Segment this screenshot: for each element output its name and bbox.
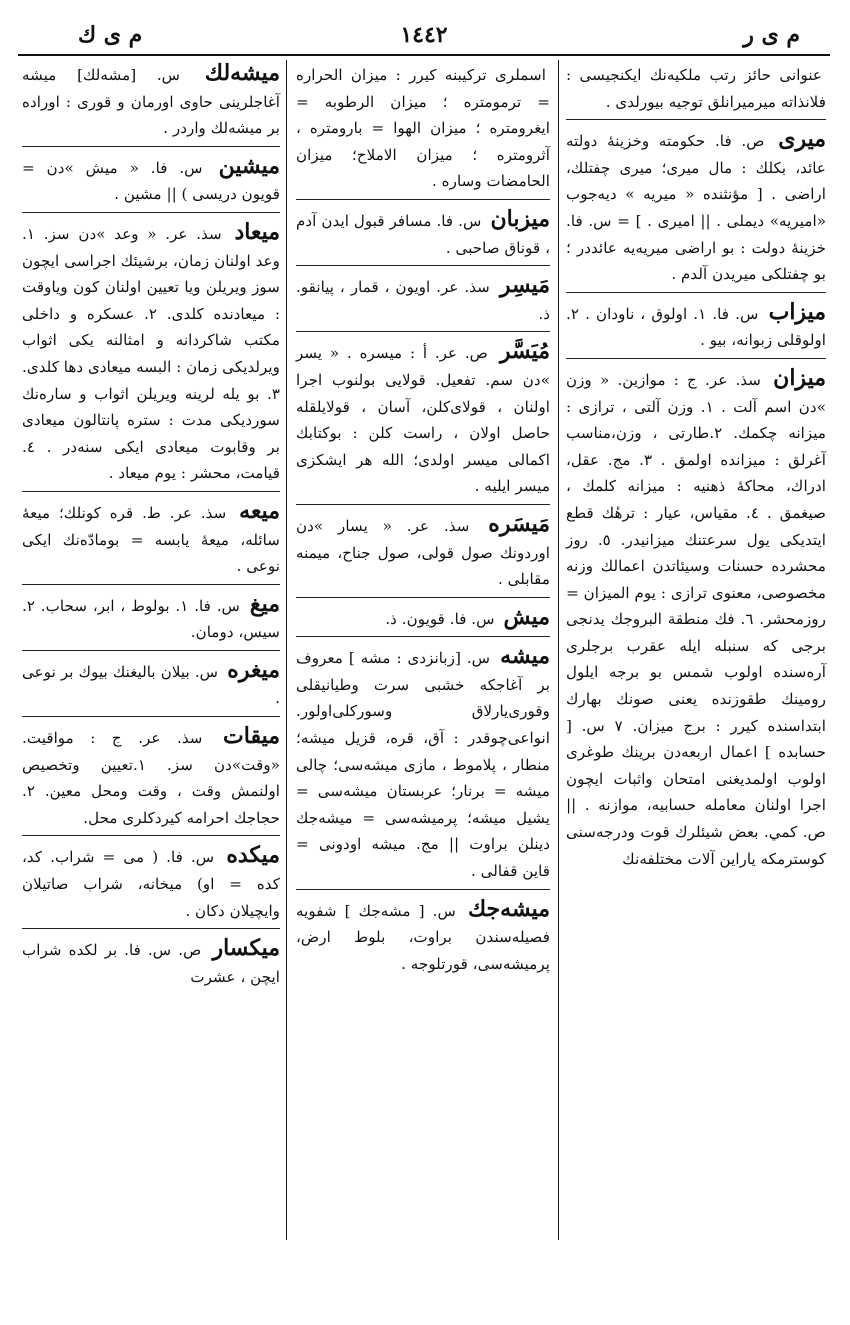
definition: سذ. عر. « يسار »دن اوردونك صول قولى، صول جناح، ميمنه مقابلى . xyxy=(296,516,550,589)
definition: ص. س. فا. بر لكده شراب ايچن ، عشرت xyxy=(22,941,280,986)
dictionary-entry xyxy=(22,935,280,990)
dictionary-entry xyxy=(296,511,550,598)
dictionary-entry xyxy=(296,206,550,266)
header-rule xyxy=(18,54,830,56)
headword: ميغره xyxy=(227,656,280,683)
headword: ميرى xyxy=(778,126,827,153)
headword: ميكده xyxy=(226,842,280,869)
headword: ميعه xyxy=(239,497,280,524)
dictionary-entry xyxy=(566,60,826,120)
definition: س. [زبانزدى : مشه ] معروف بر آغاجكه خشبى سرت وطيانيقلى وقورى‌يارلاق وسوركلى‌اولور. انواعى‌چوقدر : آق، قره، قزيل ميشه؛ منطار ، پلاموط ، مازى ميشه‌سى؛ چالى ميشه = برنار؛ عربستان ميشه‌سى = يشيل ميشه؛ پرميشه‌سى = ميشه‌جك دينلن براوت || مج. ميشه اودونى = قاين قفالى . xyxy=(296,649,550,881)
headword: ميشه‌لك xyxy=(204,60,280,86)
headword: ميشه‌جك xyxy=(468,895,550,922)
definition: س. بيلان باليغنك بيوك بر نوعى . xyxy=(22,662,280,708)
definition: اسملرى تركيبنه كيرر : ميزان الحراره = ترمومتره ؛ ميزان الرطوبه = ايغرومتره ؛ ميزان الهوا = بارومتره ، آثرومتره ؛ ميزان الاملاح؛ ميزان الحامضات وساره . xyxy=(296,66,550,191)
definition: س. [ مشه‌جك ] شفويه فصيله‌سندن براوت، بلوط ارض، پرميشه‌سى، قورتلوجه . xyxy=(296,901,550,973)
header-left-letters: م ی ك xyxy=(78,22,143,48)
dictionary-entry xyxy=(22,723,280,836)
dictionary-entry xyxy=(296,272,550,332)
headword: مَيسَره xyxy=(488,510,551,537)
definition: س. فا. ١. اولوق ، ناودان . ٢. اولوقلى زبوانه، بيو . xyxy=(566,304,826,350)
definition: عنوانى حائز رتب ملكيه‌نك ايكنجيسى : فلانذاته ميرميرانلق توجيه بيورلدى . xyxy=(566,66,826,111)
headword: ميشه xyxy=(500,643,550,670)
dictionary-entry xyxy=(296,604,550,638)
headword: ميكسار xyxy=(212,935,281,962)
dictionary-entry xyxy=(296,60,550,200)
headword: ميعاد xyxy=(234,218,281,245)
dictionary-entry xyxy=(22,219,280,492)
headword: مَيسِر xyxy=(499,272,550,299)
definition: سذ. عر. ط. قره كونلك؛ ميعهٔ سائله، ميعهٔ يابسه = بومادّه‌نك ايكى نوعى . xyxy=(22,503,280,576)
definition: سذ. عر. ج : موازين. « وزن »دن اسم آلت . ١. وزن آلتى ، ترازى : ميزانه چكمك. ٢.طارتى ، وزن،مناسب آغرلق : ميزانده اولمق . ٣. مج. عقل، ادراك، محاكهٔ ذهنيه : ميزانه كلمك ، صيغمق . ٤. مقياس، عيار : ترهٔك قطع ايتديكى يول سرعتنك ميزانيدر. ٥. روز محشرده حسنات وسيئاتدن اعمالك وزنه مخصوصى، معنوى ترازى : يوم الميزان = روزمحشر. ٦. فك منطقة البروجك يدنجى برجى كه سنبله ايله عقرب برجلرى آره‌سنده اولوب شمس بو برجه ايلول رومينك طقوزنده يعنى صونك بهارك ابتداسنده كيرر : برج ميزان. ٧ س. [ حسابده ] اعمال اربعه‌دن برينك طوغرى اولوب اولمديغنى امتحان واثبات ايچون اجرا اولنان معامله حسابيه، موازنه . || ص. كمي. بعض شيئلرك قوت ودرجه‌سنى كوسترمكه ياراين آلات مختلفه‌نك xyxy=(566,370,827,868)
columns xyxy=(18,60,830,1240)
headword: ميزبان xyxy=(490,205,551,232)
definition: سذ. عر. اويون ، قمار ، پيانقو. ذ. xyxy=(296,278,550,323)
headword: ميش xyxy=(503,603,550,630)
dictionary-entry xyxy=(296,896,550,978)
page-number: ١٤٤٢ xyxy=(400,22,448,48)
dictionary-entry xyxy=(566,365,826,872)
definition: س. فا. مسافر قبول ايدن آدم ، قوناق صاحبى . xyxy=(296,211,550,257)
dictionary-entry xyxy=(22,842,280,929)
column-middle xyxy=(292,60,554,1240)
dictionary-entry xyxy=(22,60,280,147)
dictionary-entry xyxy=(296,643,550,889)
definition: س. فا. « ميش »دن = قويون دريسى ) || مشين . xyxy=(22,158,280,204)
headword: ميزاب xyxy=(768,298,826,325)
dictionary-entry xyxy=(22,498,280,585)
definition: ص. فا. حكومته وخزينهٔ دولته عائد، بكلك : مال ميرى؛ ميرى چفتلك، اراضى . [ مؤنثنده « ميريه » ديه‌‌جوب «اميريه» ديملى . || اميرى . ] = س. فا. خزينهٔ دولت : بو اراضى ميريه‌يه عائددر ؛ بو چفتلكى ميريدن آلدم . xyxy=(566,132,826,284)
dictionary-entry xyxy=(22,657,280,717)
definition: س. فا. ١. بولوط ، ابر، سحاب. ٢. سيس، دومان. xyxy=(22,596,280,642)
dictionary-entry xyxy=(566,126,826,293)
headword: ميشين xyxy=(218,152,281,179)
dictionary-entry xyxy=(566,299,826,359)
definition: سذ. عر. ج : مواقيت. «وقت»دن سز. ١.تعيين وتخصيص اولنمش وقت ، وقت ومحل معين. ٢. حجاجك احرامه كيردكلرى محل. xyxy=(22,729,280,827)
definition: س. فا. قويون. ذ. xyxy=(385,609,495,628)
headword: ميغ xyxy=(249,590,280,617)
definition: س. [مشه‌لك] ميشه آغاجلرينى حاوى اورمان و قورى : اوراده بر ميشه‌لك واردر . xyxy=(22,66,280,138)
column-left xyxy=(18,60,284,1240)
headword: ميزان xyxy=(773,364,826,391)
definition: س. فا. ( مى = شراب. كد، كده = او) ميخانه، شراب صاتيلان وايچيلان دكان . xyxy=(22,848,280,920)
headword: مُيَسَّر xyxy=(499,338,551,365)
header-right-letters: م ی ر xyxy=(743,22,800,48)
dictionary-entry xyxy=(22,153,280,213)
dictionary-entry xyxy=(22,591,280,651)
page-header xyxy=(18,18,830,52)
definition: ص. عر. أ : ميسره . « يسر »دن سم. تفعيل. قولايى بولنوب اجرا اولنان ، قولاى‌كلن، آسان ، قولايلقله حاصل اولان ، راست كلن : بوكتابك اكمالى ميسر اولدى؛ الله هر ايشكزى ميسر ايليه . xyxy=(296,344,550,496)
headword: ميقات xyxy=(223,723,281,750)
dictionary-entry xyxy=(296,338,550,505)
column-right xyxy=(562,60,830,1240)
definition: سذ. عر. « وعد »دن سز. ١. وعد اولنان زمان، برشيئك اجراسى ايچون سوز ويريلن ويا تعيين اولنان كون وياوقت : ميعادنده كلدى. ٢. عسكره و داخلى مكتب شاكردانه و امثالنه يكى اثواب ويرلديكى زمان : البسه ميعادى دها كلدى. ٣. بو يله لرينه ويريلن اثواب و ساره‌نك سورديكى مدت : ستره پانتالون ميعادى بر وقابوت ميعادى ايكى سنه‌در . ٤. قيامت، محشر : يوم ميعاد . xyxy=(22,224,280,483)
